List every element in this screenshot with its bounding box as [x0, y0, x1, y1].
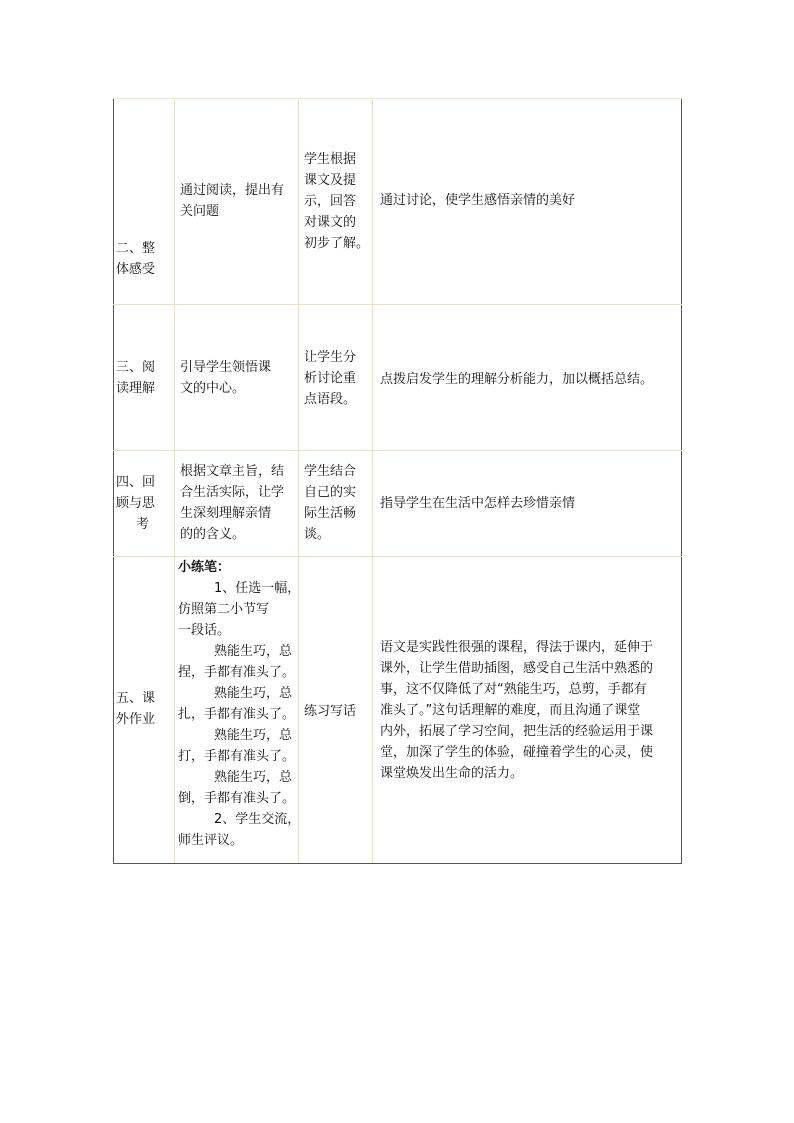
cell-text-line: 事，这不仅降低了对“熟能生巧，总剪，手都有 — [380, 682, 647, 697]
teacher-activity-cell — [180, 461, 294, 545]
cell-text-line: 师生评议。 — [178, 833, 244, 848]
stage-cell — [116, 472, 172, 535]
cell-text-line: 生深刻理解亲情 — [180, 506, 272, 521]
cell-text-line: 练习写话 — [304, 704, 357, 719]
row-divider — [113, 98, 682, 99]
cell-text-line: 课堂焕发出生命的活力。 — [380, 766, 524, 781]
cell-text-line: 根据文章主旨，结 — [180, 464, 285, 479]
cell-text-line: 熟能生巧，总 — [214, 686, 293, 701]
cell-text-line: 准头了。”这句话理解的难度，而且沟通了课堂 — [380, 703, 641, 718]
design-intent-cell — [380, 369, 678, 390]
cell-text-line: 析讨论重 — [304, 371, 357, 386]
cell-text-line: 学生结合 — [304, 464, 357, 479]
cell-text-line: 考 — [136, 517, 150, 532]
cell-text-line: 初步了解。 — [304, 236, 370, 251]
cell-text-line: 对课文的 — [304, 215, 357, 230]
cell-text-line: 谈。 — [304, 527, 331, 542]
design-intent-cell — [380, 637, 678, 784]
stage-cell — [116, 357, 172, 399]
table-border-bottom — [113, 863, 682, 864]
cell-text-line: 通过讨论，使学生感悟亲情的美好 — [380, 193, 576, 208]
cell-text-line: 捏，手都有准头了。 — [178, 665, 296, 680]
student-activity-cell — [304, 461, 370, 545]
cell-text-line: 指导学生在生活中怎样去珍惜亲情 — [380, 496, 576, 511]
teacher-activity-cell — [178, 557, 301, 851]
cell-text-line: 示，回答 — [304, 194, 357, 209]
cell-text-line: 语文是实践性很强的课程，得法于课内，延伸于 — [380, 640, 654, 655]
cell-text-line: 通过阅读，提出有 — [180, 183, 285, 198]
teacher-activity-cell — [180, 357, 294, 399]
cell-text-line: 读理解 — [116, 381, 156, 396]
stage-cell — [116, 688, 172, 730]
cell-text-line: 四、回 — [116, 475, 156, 490]
student-activity-cell — [304, 347, 370, 410]
cell-text-line: 堂，加深了学生的体验，碰撞着学生的心灵，使 — [380, 745, 654, 760]
cell-text-line: 顾与思 — [116, 496, 156, 511]
exercise-title: 小练笔： — [178, 560, 231, 575]
cell-text-line: 1、任选一幅， — [214, 581, 301, 596]
teacher-activity-cell — [180, 180, 294, 222]
cell-text-line: 熟能生巧，总 — [214, 644, 293, 659]
cell-text-line: 点拨启发学生的理解分析能力，加以概括总结。 — [380, 372, 654, 387]
cell-text-line: 合生活实际，让学 — [180, 485, 285, 500]
stage-cell — [116, 238, 172, 280]
cell-text-line: 打，手都有准头了。 — [178, 749, 296, 764]
cell-text-line: 自己的实 — [304, 485, 357, 500]
cell-text-line: 课外，让学生借助插图，感受自己生活中熟悉的 — [380, 661, 654, 676]
column-divider — [174, 98, 175, 863]
cell-text-line: 倒，手都有准头了。 — [178, 791, 296, 806]
row-divider — [113, 304, 682, 305]
cell-text-line: 一段话。 — [178, 623, 231, 638]
cell-text-line: 引导学生领悟课 — [180, 360, 272, 375]
cell-text-line: 的的含义。 — [180, 527, 246, 542]
design-intent-cell — [380, 190, 678, 211]
cell-text-line: 仿照第二小节写 — [178, 602, 270, 617]
column-divider — [372, 98, 373, 863]
table-border-left — [113, 98, 114, 863]
cell-text-line: 外作业 — [116, 712, 156, 727]
cell-text-line: 熟能生巧，总 — [214, 770, 293, 785]
cell-text-line: 内外，拓展了学习空间，把生活的经验运用于课 — [380, 724, 654, 739]
cell-text-line: 三、阅 — [116, 360, 156, 375]
column-divider — [298, 98, 299, 863]
table-border-right — [681, 98, 682, 863]
cell-text-line: 五、课 — [116, 691, 156, 706]
cell-text-line: 熟能生巧，总 — [214, 728, 293, 743]
cell-text-line: 关问题 — [180, 204, 220, 219]
cell-text-line: 扎，手都有准头了。 — [178, 707, 296, 722]
cell-text-line: 学生根据 — [304, 152, 357, 167]
cell-text-line: 课文及提 — [304, 173, 357, 188]
cell-text-line: 2、学生交流， — [214, 812, 301, 827]
cell-text-line: 体感受 — [116, 262, 156, 277]
cell-text-line: 文的中心。 — [180, 381, 246, 396]
cell-text-line: 际生活畅 — [304, 506, 357, 521]
student-activity-cell — [304, 701, 370, 722]
cell-text-line: 让学生分 — [304, 350, 357, 365]
design-intent-cell — [380, 493, 678, 514]
cell-text-line: 点语段。 — [304, 392, 357, 407]
cell-text-line: 二、整 — [116, 241, 156, 256]
row-divider — [113, 450, 682, 451]
student-activity-cell — [304, 149, 370, 254]
